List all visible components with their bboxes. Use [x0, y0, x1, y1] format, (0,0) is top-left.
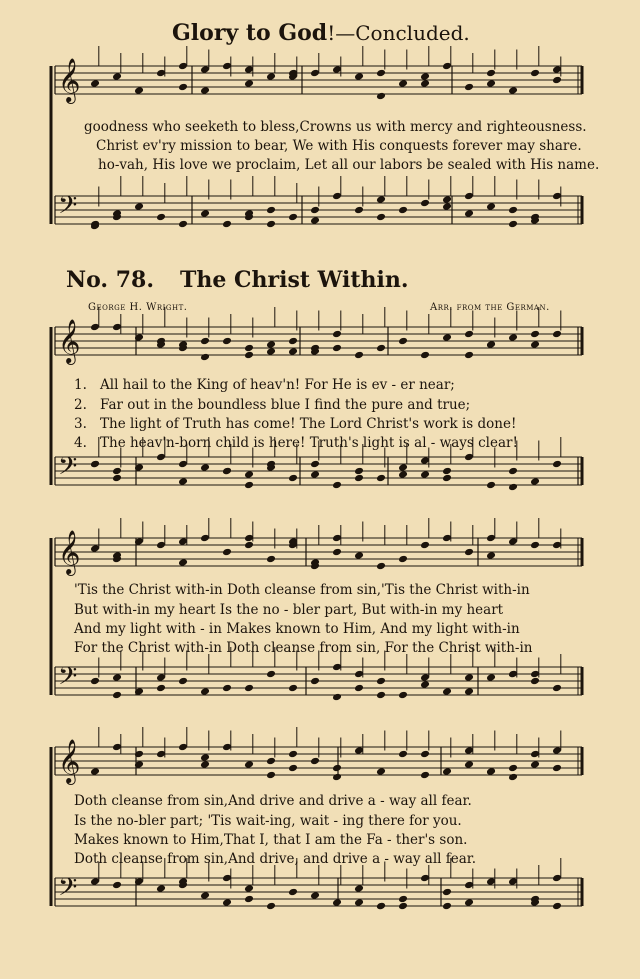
hymn-author: George H. Wright. [88, 302, 188, 313]
verse-line: Is the no-bler part; 'Tis wait-ing, wait - ing there for you. [74, 813, 462, 829]
note-head [530, 477, 540, 486]
note-head [288, 337, 298, 346]
note-head [200, 86, 210, 95]
note-head [266, 72, 276, 81]
note-head [442, 902, 452, 911]
note-head [552, 764, 562, 773]
note-head [178, 83, 188, 92]
note-head [112, 691, 122, 700]
note-head [178, 558, 188, 567]
note-head [288, 888, 298, 897]
verse-line: 3. The light of Truth has come! The Lord Christ's work is done! [74, 416, 517, 432]
note-head [222, 467, 232, 476]
previous-hymn-title: Glory to God [172, 20, 328, 46]
note-head [90, 460, 100, 469]
note-head [266, 347, 276, 356]
note-head [354, 684, 364, 693]
note-head [266, 220, 276, 229]
treble-clef-icon: 𝄞 [58, 739, 81, 783]
note-head [508, 483, 518, 492]
note-head [508, 764, 518, 773]
note-head [266, 206, 276, 215]
verse-line: Doth cleanse from sin,And drive, and drive a - way all fear. [74, 851, 477, 867]
note-head [486, 79, 496, 88]
lyric-line: ho-vah, His love we proclaim, Let all our labors be sealed with His name. [98, 157, 600, 173]
bass-clef-icon: 𝄢 [58, 191, 78, 226]
verse-line: And my light with - in Makes known to Him, And my light with-in [74, 621, 520, 637]
note-head [134, 86, 144, 95]
note-head [486, 551, 496, 560]
lyric-line: Christ ev'ry mission to bear, We with His conquests forever may share. [96, 138, 582, 154]
note-head [486, 340, 496, 349]
verse-line: 2. Far out in the boundless blue I find the pure and true; [74, 397, 471, 413]
verse-line: 1. All hail to the King of heav'n! For He is ev - er near; [74, 377, 455, 393]
note-head [200, 353, 210, 362]
note-head [222, 684, 232, 693]
note-head [288, 750, 298, 759]
note-head [134, 202, 144, 211]
previous-hymn-subtitle: !—Concluded. [327, 21, 470, 45]
note-head [376, 767, 386, 776]
note-head [90, 79, 100, 88]
note-head [200, 337, 210, 346]
verse-line: For the Christ with-in Doth cleanse from sin, For the Christ with-in [74, 640, 533, 656]
note-head [200, 753, 210, 762]
note-head [508, 220, 518, 229]
note-head [420, 470, 430, 479]
note-head [464, 760, 474, 769]
note-head [288, 764, 298, 773]
note-head [354, 551, 364, 560]
note-head [486, 673, 496, 682]
note-head [354, 467, 364, 476]
note-head [508, 333, 518, 342]
note-head [552, 460, 562, 469]
note-head [90, 677, 100, 686]
note-head [178, 477, 188, 486]
note-head [552, 684, 562, 693]
note-head [464, 548, 474, 557]
note-head [288, 474, 298, 483]
note-head [244, 684, 254, 693]
note-head [112, 467, 122, 476]
note-head [266, 340, 276, 349]
note-head [332, 330, 342, 339]
note-head [530, 69, 540, 78]
verse-line: 4. The heav'n-born child is here! Truth's light is al - ways clear! [74, 435, 518, 451]
note-head [332, 693, 342, 702]
note-head [354, 898, 364, 907]
note-head [332, 773, 342, 782]
note-head [222, 220, 232, 229]
note-head [288, 347, 298, 356]
note-head [420, 72, 430, 81]
note-head [464, 351, 474, 360]
note-head [266, 555, 276, 564]
note-head [464, 209, 474, 218]
note-head [266, 771, 276, 780]
note-head [112, 474, 122, 483]
note-head [200, 891, 210, 900]
note-head [90, 767, 100, 776]
note-head [442, 333, 452, 342]
note-head [200, 760, 210, 769]
note-head [332, 344, 342, 353]
note-head [156, 213, 166, 222]
note-head [354, 474, 364, 483]
note-head [376, 344, 386, 353]
note-head [200, 209, 210, 218]
note-head [420, 680, 430, 689]
note-head [398, 470, 408, 479]
note-head [244, 470, 254, 479]
treble-clef-icon: 𝄞 [58, 530, 81, 574]
note-head [376, 902, 386, 911]
hymn-heading [66, 267, 409, 293]
note-head [112, 72, 122, 81]
note-head [244, 351, 254, 360]
note-head [376, 213, 386, 222]
verse-line: Makes known to Him,That I, that I am the Fa - ther's son. [74, 832, 468, 848]
note-head [530, 760, 540, 769]
note-head [112, 881, 122, 890]
treble-clef-icon: 𝄞 [58, 319, 81, 363]
note-head [200, 463, 210, 472]
note-head [442, 687, 452, 696]
note-head [266, 757, 276, 766]
note-head [420, 351, 430, 360]
note-head [222, 337, 232, 346]
note-head [398, 902, 408, 911]
note-head [508, 86, 518, 95]
note-head [398, 337, 408, 346]
note-head [552, 76, 562, 85]
note-head [266, 902, 276, 911]
hymn-arranger: Arr. from the German. [430, 302, 550, 313]
note-head [442, 467, 452, 476]
note-head [398, 463, 408, 472]
verse-line: Doth cleanse from sin,And drive and drive a - way all fear. [74, 793, 472, 809]
note-head [552, 330, 562, 339]
note-head [420, 750, 430, 759]
note-head [420, 79, 430, 88]
note-head [288, 213, 298, 222]
note-head [552, 902, 562, 911]
note-head [442, 202, 452, 211]
note-head [310, 460, 320, 469]
note-head [530, 340, 540, 349]
note-head [332, 764, 342, 773]
note-head [376, 562, 386, 571]
note-head [442, 195, 452, 204]
note-head [244, 760, 254, 769]
note-head [442, 888, 452, 897]
note-head [464, 330, 474, 339]
note-head [464, 673, 474, 682]
note-head [464, 83, 474, 92]
note-head [288, 684, 298, 693]
note-head [398, 555, 408, 564]
note-head [398, 79, 408, 88]
note-head [354, 884, 364, 893]
note-head [508, 467, 518, 476]
note-head [332, 548, 342, 557]
note-head [244, 481, 254, 490]
note-head [354, 206, 364, 215]
note-head [156, 884, 166, 893]
note-head [376, 691, 386, 700]
bass-clef-icon: 𝄢 [58, 662, 78, 697]
note-head [486, 202, 496, 211]
note-head [310, 891, 320, 900]
note-head [486, 767, 496, 776]
note-head [244, 884, 254, 893]
note-head [420, 199, 430, 208]
note-head [222, 548, 232, 557]
note-head [376, 69, 386, 78]
note-head [310, 206, 320, 215]
bass-clef-icon: 𝄢 [58, 873, 78, 908]
note-head [112, 673, 122, 682]
note-head [354, 351, 364, 360]
note-head [530, 541, 540, 550]
note-head [244, 541, 254, 550]
note-head [464, 898, 474, 907]
note-head [266, 670, 276, 679]
note-head [398, 206, 408, 215]
note-head [420, 771, 430, 780]
note-head [398, 750, 408, 759]
note-head [244, 344, 254, 353]
verse-line: But with-in my heart Is the no - bler part, But with-in my heart [74, 602, 504, 618]
note-head [310, 216, 320, 225]
note-head [244, 895, 254, 904]
note-head [376, 92, 386, 101]
note-head [244, 79, 254, 88]
note-head [222, 898, 232, 907]
note-head [398, 691, 408, 700]
verse-line: 'Tis the Christ with-in Doth cleanse from sin,'Tis the Christ with-in [74, 582, 530, 598]
note-head [486, 69, 496, 78]
note-head [200, 687, 210, 696]
note-head [376, 677, 386, 686]
hymn-number: No. 78. [66, 267, 154, 293]
note-head [354, 72, 364, 81]
note-head [508, 773, 518, 782]
note-head [442, 767, 452, 776]
note-head [376, 474, 386, 483]
note-head [420, 541, 430, 550]
note-head [310, 757, 320, 766]
note-head [310, 677, 320, 686]
previous-hymn-heading [172, 20, 470, 46]
note-head [332, 481, 342, 490]
note-head [486, 481, 496, 490]
lyric-line: goodness who seeketh to bless,Crowns us with mercy and righteousness. [84, 119, 587, 135]
treble-clef-icon: 𝄞 [58, 58, 81, 102]
note-head [178, 220, 188, 229]
note-head [508, 206, 518, 215]
note-head [464, 687, 474, 696]
note-head [332, 898, 342, 907]
note-head [398, 895, 408, 904]
note-head [310, 470, 320, 479]
note-head [156, 684, 166, 693]
note-head [376, 195, 386, 204]
note-head [442, 474, 452, 483]
note-head [530, 330, 540, 339]
note-head [530, 677, 540, 686]
note-head [178, 677, 188, 686]
hymn-title: The Christ Within. [180, 267, 409, 293]
bass-clef-icon: 𝄢 [58, 452, 78, 487]
